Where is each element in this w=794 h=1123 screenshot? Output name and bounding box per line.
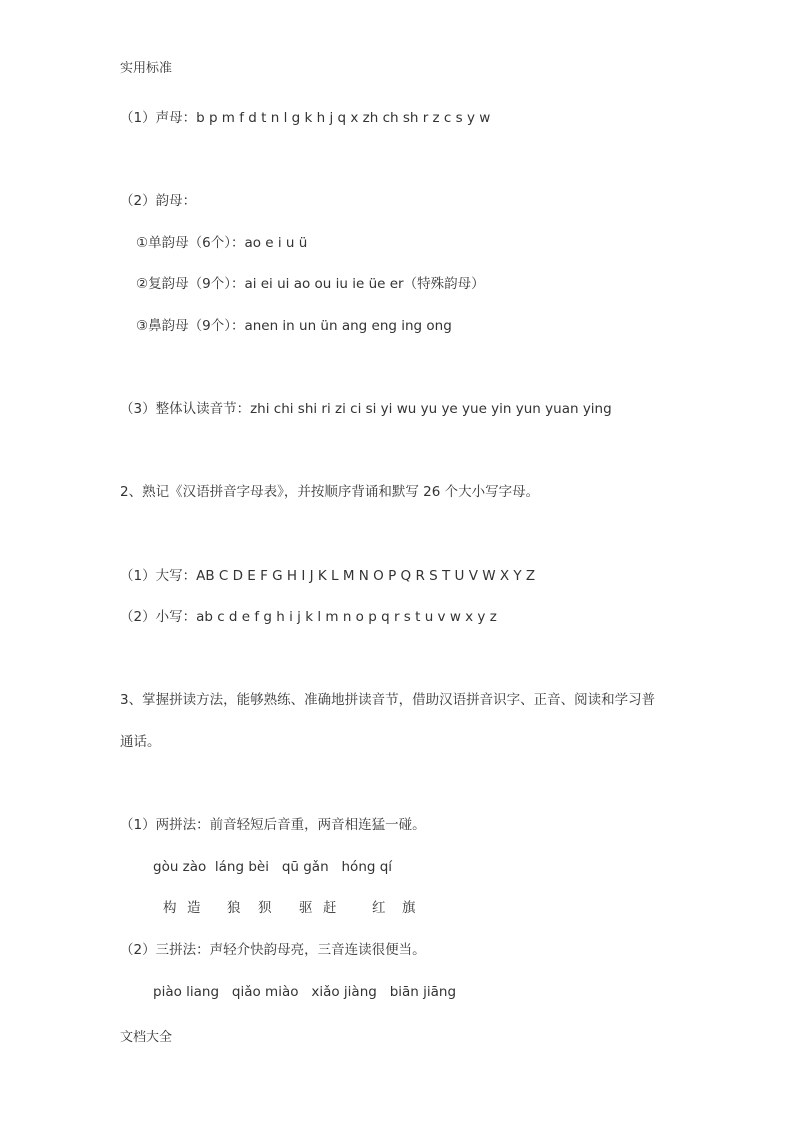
whole-syllables-line: （3）整体认读音节：zhi chi shi ri zi ci si yi wu yu ye yue yin yun yuan ying [120, 401, 612, 417]
char-example: 狼 [227, 900, 241, 916]
section-3-title: 3、掌握拼读方法，能够熟练、准确地拼读音节，借助汉语拼音识字、正音、阅读和学习普 [120, 692, 656, 708]
char-example: 构 [163, 900, 177, 916]
simple-finals-line: ①单韵母（6个）：ao e i u ü [136, 235, 308, 251]
section-3-title-continued: 通话。 [120, 734, 161, 750]
finals-heading: （2）韵母： [120, 193, 197, 209]
lowercase-line: （2）小写：ab c d e f g h i j k l m n o p q r s t u v w x y z [120, 609, 497, 625]
char-example: 狈 [258, 900, 272, 916]
section-2-title: 2、熟记《汉语拼音字母表》，并按顺序背诵和默写 26 个大小写字母。 [120, 484, 540, 500]
page-header: 实用标准 [120, 61, 173, 76]
char-example: 红 [372, 900, 386, 916]
three-part-method-line: （2）三拼法：声轻介快韵母亮，三音连读很便当。 [120, 942, 426, 958]
char-example: 造 [187, 900, 201, 916]
initials-line: （1）声母：b p m f d t n l g k h j q x zh ch sh r z c s y w [120, 110, 491, 126]
two-part-method-line: （1）两拼法：前音轻短后音重，两音相连猛一碰。 [120, 817, 426, 833]
uppercase-line: （1）大写：AB C D E F G H I J K L M N O P Q R S T U V W X Y Z [120, 568, 536, 584]
pinyin-example-2: piào liang qiǎo miào xiǎo jiàng biān jiāng [153, 984, 457, 1000]
char-example: 驱 [299, 900, 313, 916]
page-footer: 文档大全 [120, 1030, 173, 1045]
compound-finals-line: ②复韵母（9个）：ai ei ui ao ou iu ie üe er（特殊韵母） [136, 276, 485, 292]
nasal-finals-line: ③鼻韵母（9个）：anen in un ün ang eng ing ong [136, 318, 452, 334]
pinyin-example-1: gòu zào láng bèi qū gǎn hóng qí [153, 859, 393, 875]
char-example: 旗 [402, 900, 416, 916]
char-example: 赶 [323, 900, 337, 916]
